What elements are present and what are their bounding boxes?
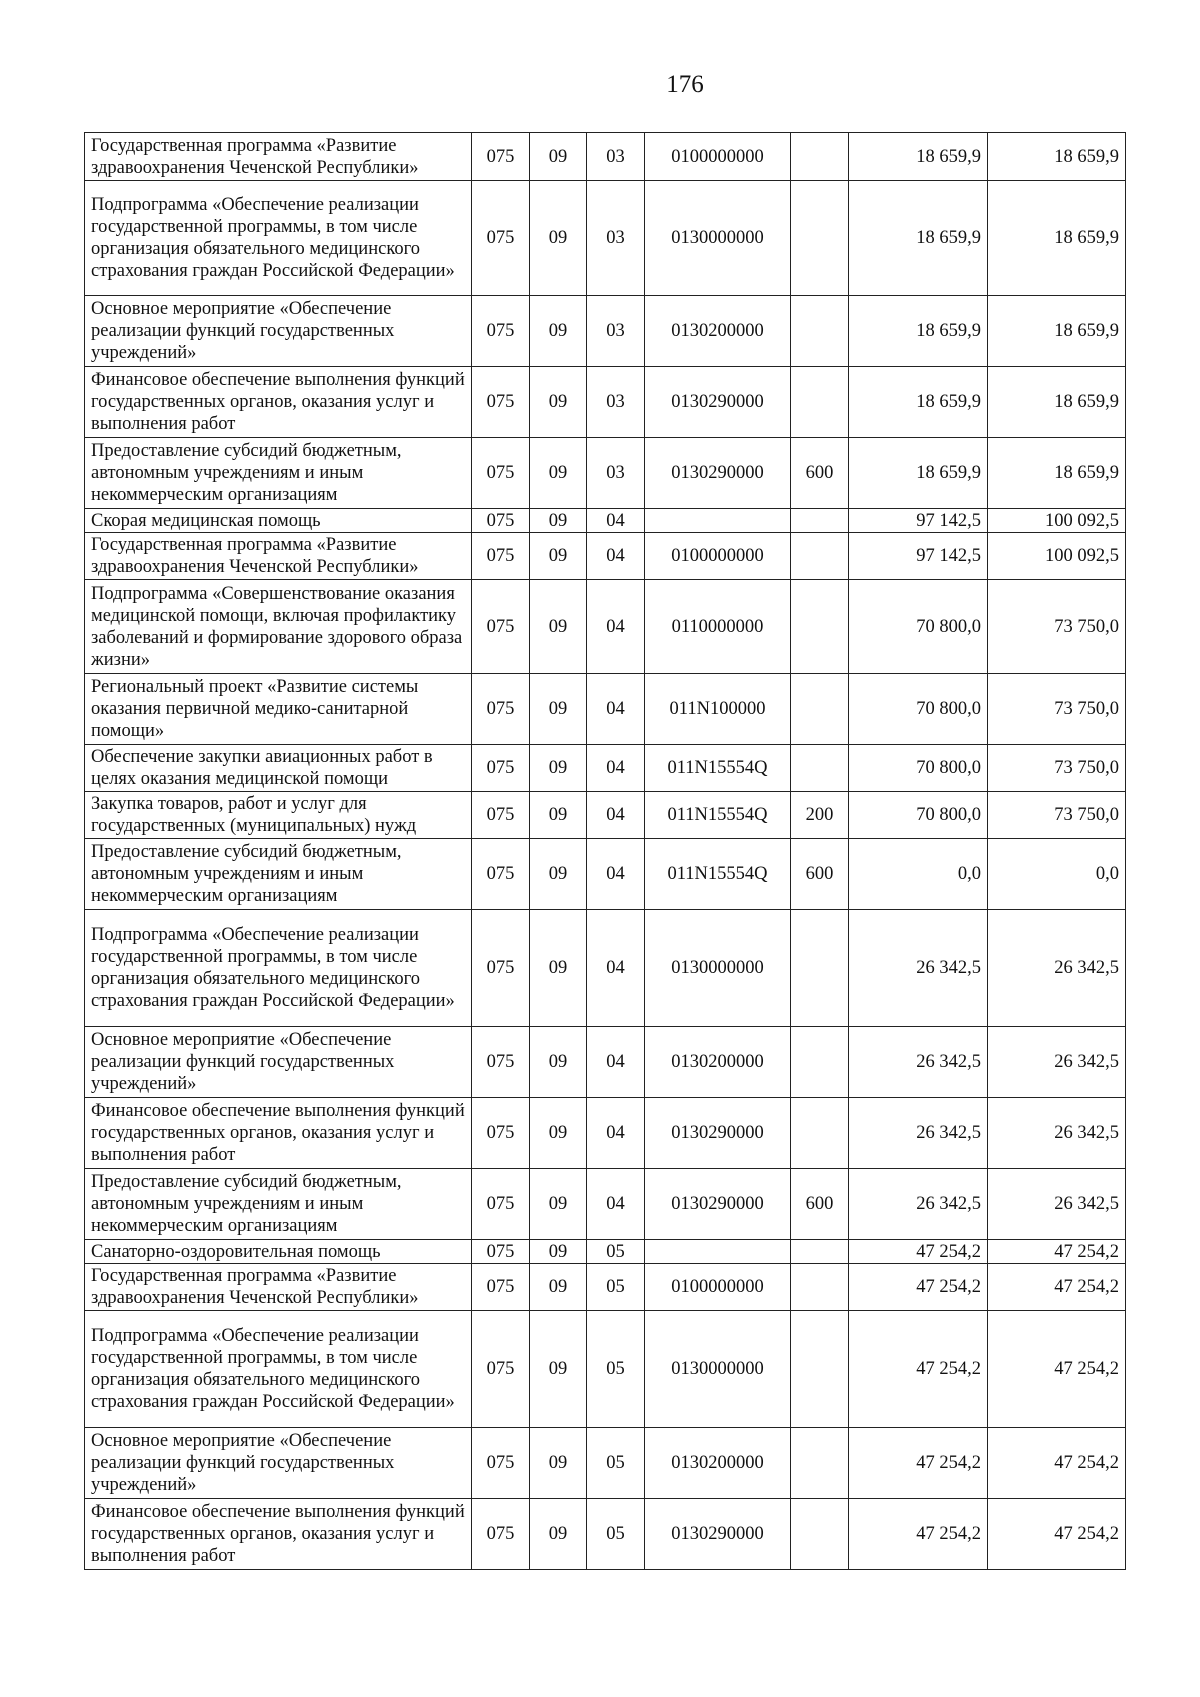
target-article-cell: 0130290000 xyxy=(645,367,791,438)
subsection-code-cell: 04 xyxy=(587,745,645,792)
expense-type-cell xyxy=(791,181,849,296)
ministry-code-cell: 075 xyxy=(472,580,530,674)
table-row xyxy=(85,438,1126,509)
ministry-code-cell: 075 xyxy=(472,910,530,1027)
target-article-cell xyxy=(645,1240,791,1264)
table-row xyxy=(85,133,1126,181)
table-row xyxy=(85,296,1126,367)
target-article-cell: 0130200000 xyxy=(645,296,791,367)
section-code-cell: 09 xyxy=(530,1098,587,1169)
section-code-cell: 09 xyxy=(530,296,587,367)
amount-year1-cell: 18 659,9 xyxy=(849,367,988,438)
table-row xyxy=(85,367,1126,438)
table-row xyxy=(85,910,1126,1027)
target-article-cell: 0130200000 xyxy=(645,1428,791,1499)
row-name-cell: Подпрограмма «Обеспечение реализации государственной программы, в том числе организация обязательного медицинского страхования граждан Российской Федерации» xyxy=(85,181,472,296)
ministry-code-cell: 075 xyxy=(472,296,530,367)
subsection-code-cell: 03 xyxy=(587,181,645,296)
row-name-cell: Финансовое обеспечение выполнения функций государственных органов, оказания услуг и выполнения работ xyxy=(85,367,472,438)
expense-type-cell: 600 xyxy=(791,1169,849,1240)
amount-year2-cell: 73 750,0 xyxy=(988,580,1126,674)
row-name-cell: Подпрограмма «Обеспечение реализации государственной программы, в том числе организация обязательного медицинского страхования граждан Российской Федерации» xyxy=(85,1311,472,1428)
amount-year2-cell: 47 254,2 xyxy=(988,1499,1126,1570)
table-row xyxy=(85,839,1126,910)
subsection-code-cell: 04 xyxy=(587,580,645,674)
subsection-code-cell: 04 xyxy=(587,1169,645,1240)
subsection-code-cell: 05 xyxy=(587,1499,645,1570)
amount-year2-cell: 0,0 xyxy=(988,839,1126,910)
amount-year1-cell: 97 142,5 xyxy=(849,509,988,533)
ministry-code-cell: 075 xyxy=(472,674,530,745)
subsection-code-cell: 04 xyxy=(587,839,645,910)
expense-type-cell xyxy=(791,509,849,533)
amount-year1-cell: 26 342,5 xyxy=(849,910,988,1027)
amount-year2-cell: 18 659,9 xyxy=(988,133,1126,181)
target-article-cell xyxy=(645,509,791,533)
expense-type-cell xyxy=(791,367,849,438)
amount-year2-cell: 100 092,5 xyxy=(988,533,1126,580)
amount-year1-cell: 26 342,5 xyxy=(849,1098,988,1169)
amount-year1-cell: 70 800,0 xyxy=(849,674,988,745)
section-code-cell: 09 xyxy=(530,181,587,296)
table-row xyxy=(85,509,1126,533)
row-name-cell: Основное мероприятие «Обеспечение реализации функций государственных учреждений» xyxy=(85,1428,472,1499)
amount-year1-cell: 47 254,2 xyxy=(849,1240,988,1264)
table-row xyxy=(85,1240,1126,1264)
table-row xyxy=(85,181,1126,296)
target-article-cell: 011N15554Q xyxy=(645,839,791,910)
subsection-code-cell: 04 xyxy=(587,910,645,1027)
ministry-code-cell: 075 xyxy=(472,181,530,296)
amount-year1-cell: 47 254,2 xyxy=(849,1499,988,1570)
section-code-cell: 09 xyxy=(530,1264,587,1311)
amount-year1-cell: 47 254,2 xyxy=(849,1311,988,1428)
ministry-code-cell: 075 xyxy=(472,745,530,792)
target-article-cell: 0130000000 xyxy=(645,910,791,1027)
row-name-cell: Скорая медицинская помощь xyxy=(85,509,472,533)
subsection-code-cell: 04 xyxy=(587,509,645,533)
expense-type-cell xyxy=(791,1098,849,1169)
section-code-cell: 09 xyxy=(530,792,587,839)
expense-type-cell xyxy=(791,1264,849,1311)
subsection-code-cell: 04 xyxy=(587,1098,645,1169)
row-name-cell: Предоставление субсидий бюджетным, автономным учреждениям и иным некоммерческим организациям xyxy=(85,839,472,910)
table-row xyxy=(85,674,1126,745)
subsection-code-cell: 03 xyxy=(587,367,645,438)
ministry-code-cell: 075 xyxy=(472,1264,530,1311)
target-article-cell: 0130290000 xyxy=(645,438,791,509)
table-row xyxy=(85,745,1126,792)
row-name-cell: Государственная программа «Развитие здравоохранения Чеченской Республики» xyxy=(85,533,472,580)
subsection-code-cell: 05 xyxy=(587,1240,645,1264)
subsection-code-cell: 03 xyxy=(587,296,645,367)
row-name-cell: Обеспечение закупки авиационных работ в целях оказания медицинской помощи xyxy=(85,745,472,792)
subsection-code-cell: 04 xyxy=(587,674,645,745)
expense-type-cell xyxy=(791,533,849,580)
row-name-cell: Государственная программа «Развитие здравоохранения Чеченской Республики» xyxy=(85,1264,472,1311)
row-name-cell: Региональный проект «Развитие системы оказания первичной медико-санитарной помощи» xyxy=(85,674,472,745)
ministry-code-cell: 075 xyxy=(472,367,530,438)
row-name-cell: Государственная программа «Развитие здравоохранения Чеченской Республики» xyxy=(85,133,472,181)
expense-type-cell xyxy=(791,133,849,181)
budget-table-body xyxy=(85,133,1126,1570)
target-article-cell: 011N15554Q xyxy=(645,745,791,792)
row-name-cell: Финансовое обеспечение выполнения функций государственных органов, оказания услуг и выполнения работ xyxy=(85,1499,472,1570)
ministry-code-cell: 075 xyxy=(472,1499,530,1570)
row-name-cell: Основное мероприятие «Обеспечение реализации функций государственных учреждений» xyxy=(85,1027,472,1098)
amount-year2-cell: 18 659,9 xyxy=(988,181,1126,296)
section-code-cell: 09 xyxy=(530,910,587,1027)
subsection-code-cell: 04 xyxy=(587,533,645,580)
expense-type-cell xyxy=(791,1499,849,1570)
target-article-cell: 0130290000 xyxy=(645,1098,791,1169)
table-row xyxy=(85,792,1126,839)
amount-year2-cell: 47 254,2 xyxy=(988,1240,1126,1264)
section-code-cell: 09 xyxy=(530,745,587,792)
amount-year2-cell: 26 342,5 xyxy=(988,1098,1126,1169)
row-name-cell: Подпрограмма «Совершенствование оказания медицинской помощи, включая профилактику заболеваний и формирование здорового образа жизни» xyxy=(85,580,472,674)
row-name-cell: Основное мероприятие «Обеспечение реализации функций государственных учреждений» xyxy=(85,296,472,367)
ministry-code-cell: 075 xyxy=(472,133,530,181)
row-name-cell: Подпрограмма «Обеспечение реализации государственной программы, в том числе организация обязательного медицинского страхования граждан Российской Федерации» xyxy=(85,910,472,1027)
section-code-cell: 09 xyxy=(530,839,587,910)
table-row xyxy=(85,1428,1126,1499)
amount-year1-cell: 97 142,5 xyxy=(849,533,988,580)
amount-year1-cell: 18 659,9 xyxy=(849,296,988,367)
section-code-cell: 09 xyxy=(530,367,587,438)
expense-type-cell xyxy=(791,296,849,367)
page-number: 176 xyxy=(666,71,704,98)
amount-year2-cell: 73 750,0 xyxy=(988,674,1126,745)
amount-year1-cell: 70 800,0 xyxy=(849,792,988,839)
amount-year1-cell: 47 254,2 xyxy=(849,1428,988,1499)
expense-type-cell: 200 xyxy=(791,792,849,839)
table-row xyxy=(85,1499,1126,1570)
row-name-cell: Закупка товаров, работ и услуг для государственных (муниципальных) нужд xyxy=(85,792,472,839)
amount-year2-cell: 47 254,2 xyxy=(988,1311,1126,1428)
target-article-cell: 0130290000 xyxy=(645,1169,791,1240)
subsection-code-cell: 05 xyxy=(587,1428,645,1499)
amount-year2-cell: 47 254,2 xyxy=(988,1264,1126,1311)
target-article-cell: 0130000000 xyxy=(645,181,791,296)
target-article-cell: 0100000000 xyxy=(645,133,791,181)
expense-type-cell xyxy=(791,674,849,745)
ministry-code-cell: 075 xyxy=(472,1098,530,1169)
row-name-cell: Санаторно-оздоровительная помощь xyxy=(85,1240,472,1264)
table-row xyxy=(85,1027,1126,1098)
row-name-cell: Предоставление субсидий бюджетным, автономным учреждениям и иным некоммерческим организациям xyxy=(85,1169,472,1240)
amount-year1-cell: 18 659,9 xyxy=(849,181,988,296)
subsection-code-cell: 03 xyxy=(587,133,645,181)
table-row xyxy=(85,1264,1126,1311)
amount-year1-cell: 70 800,0 xyxy=(849,745,988,792)
expense-type-cell: 600 xyxy=(791,438,849,509)
ministry-code-cell: 075 xyxy=(472,509,530,533)
table-row xyxy=(85,1098,1126,1169)
amount-year2-cell: 18 659,9 xyxy=(988,296,1126,367)
subsection-code-cell: 03 xyxy=(587,438,645,509)
amount-year2-cell: 26 342,5 xyxy=(988,1169,1126,1240)
amount-year2-cell: 73 750,0 xyxy=(988,792,1126,839)
section-code-cell: 09 xyxy=(530,1499,587,1570)
section-code-cell: 09 xyxy=(530,580,587,674)
expense-type-cell xyxy=(791,910,849,1027)
target-article-cell: 011N100000 xyxy=(645,674,791,745)
section-code-cell: 09 xyxy=(530,674,587,745)
ministry-code-cell: 075 xyxy=(472,1169,530,1240)
ministry-code-cell: 075 xyxy=(472,1311,530,1428)
amount-year2-cell: 73 750,0 xyxy=(988,745,1126,792)
ministry-code-cell: 075 xyxy=(472,1240,530,1264)
amount-year1-cell: 47 254,2 xyxy=(849,1264,988,1311)
budget-table xyxy=(84,132,1126,1570)
amount-year1-cell: 0,0 xyxy=(849,839,988,910)
amount-year1-cell: 26 342,5 xyxy=(849,1027,988,1098)
amount-year2-cell: 18 659,9 xyxy=(988,367,1126,438)
table-row xyxy=(85,533,1126,580)
expense-type-cell: 600 xyxy=(791,839,849,910)
subsection-code-cell: 04 xyxy=(587,792,645,839)
section-code-cell: 09 xyxy=(530,1169,587,1240)
table-row xyxy=(85,1311,1126,1428)
row-name-cell: Финансовое обеспечение выполнения функций государственных органов, оказания услуг и выполнения работ xyxy=(85,1098,472,1169)
subsection-code-cell: 05 xyxy=(587,1264,645,1311)
ministry-code-cell: 075 xyxy=(472,1428,530,1499)
expense-type-cell xyxy=(791,1027,849,1098)
target-article-cell: 0110000000 xyxy=(645,580,791,674)
section-code-cell: 09 xyxy=(530,509,587,533)
target-article-cell: 0130290000 xyxy=(645,1499,791,1570)
expense-type-cell xyxy=(791,1428,849,1499)
expense-type-cell xyxy=(791,1311,849,1428)
amount-year1-cell: 18 659,9 xyxy=(849,133,988,181)
expense-type-cell xyxy=(791,1240,849,1264)
amount-year1-cell: 18 659,9 xyxy=(849,438,988,509)
section-code-cell: 09 xyxy=(530,1428,587,1499)
amount-year1-cell: 70 800,0 xyxy=(849,580,988,674)
section-code-cell: 09 xyxy=(530,1240,587,1264)
amount-year2-cell: 26 342,5 xyxy=(988,910,1126,1027)
ministry-code-cell: 075 xyxy=(472,1027,530,1098)
target-article-cell: 011N15554Q xyxy=(645,792,791,839)
expense-type-cell xyxy=(791,580,849,674)
target-article-cell: 0130200000 xyxy=(645,1027,791,1098)
target-article-cell: 0100000000 xyxy=(645,533,791,580)
amount-year2-cell: 26 342,5 xyxy=(988,1027,1126,1098)
section-code-cell: 09 xyxy=(530,1311,587,1428)
ministry-code-cell: 075 xyxy=(472,792,530,839)
section-code-cell: 09 xyxy=(530,1027,587,1098)
target-article-cell: 0130000000 xyxy=(645,1311,791,1428)
section-code-cell: 09 xyxy=(530,133,587,181)
amount-year2-cell: 47 254,2 xyxy=(988,1428,1126,1499)
subsection-code-cell: 05 xyxy=(587,1311,645,1428)
ministry-code-cell: 075 xyxy=(472,839,530,910)
amount-year1-cell: 26 342,5 xyxy=(849,1169,988,1240)
table-row xyxy=(85,1169,1126,1240)
section-code-cell: 09 xyxy=(530,533,587,580)
subsection-code-cell: 04 xyxy=(587,1027,645,1098)
target-article-cell: 0100000000 xyxy=(645,1264,791,1311)
section-code-cell: 09 xyxy=(530,438,587,509)
amount-year2-cell: 100 092,5 xyxy=(988,509,1126,533)
ministry-code-cell: 075 xyxy=(472,533,530,580)
amount-year2-cell: 18 659,9 xyxy=(988,438,1126,509)
ministry-code-cell: 075 xyxy=(472,438,530,509)
row-name-cell: Предоставление субсидий бюджетным, автономным учреждениям и иным некоммерческим организациям xyxy=(85,438,472,509)
expense-type-cell xyxy=(791,745,849,792)
table-row xyxy=(85,580,1126,674)
